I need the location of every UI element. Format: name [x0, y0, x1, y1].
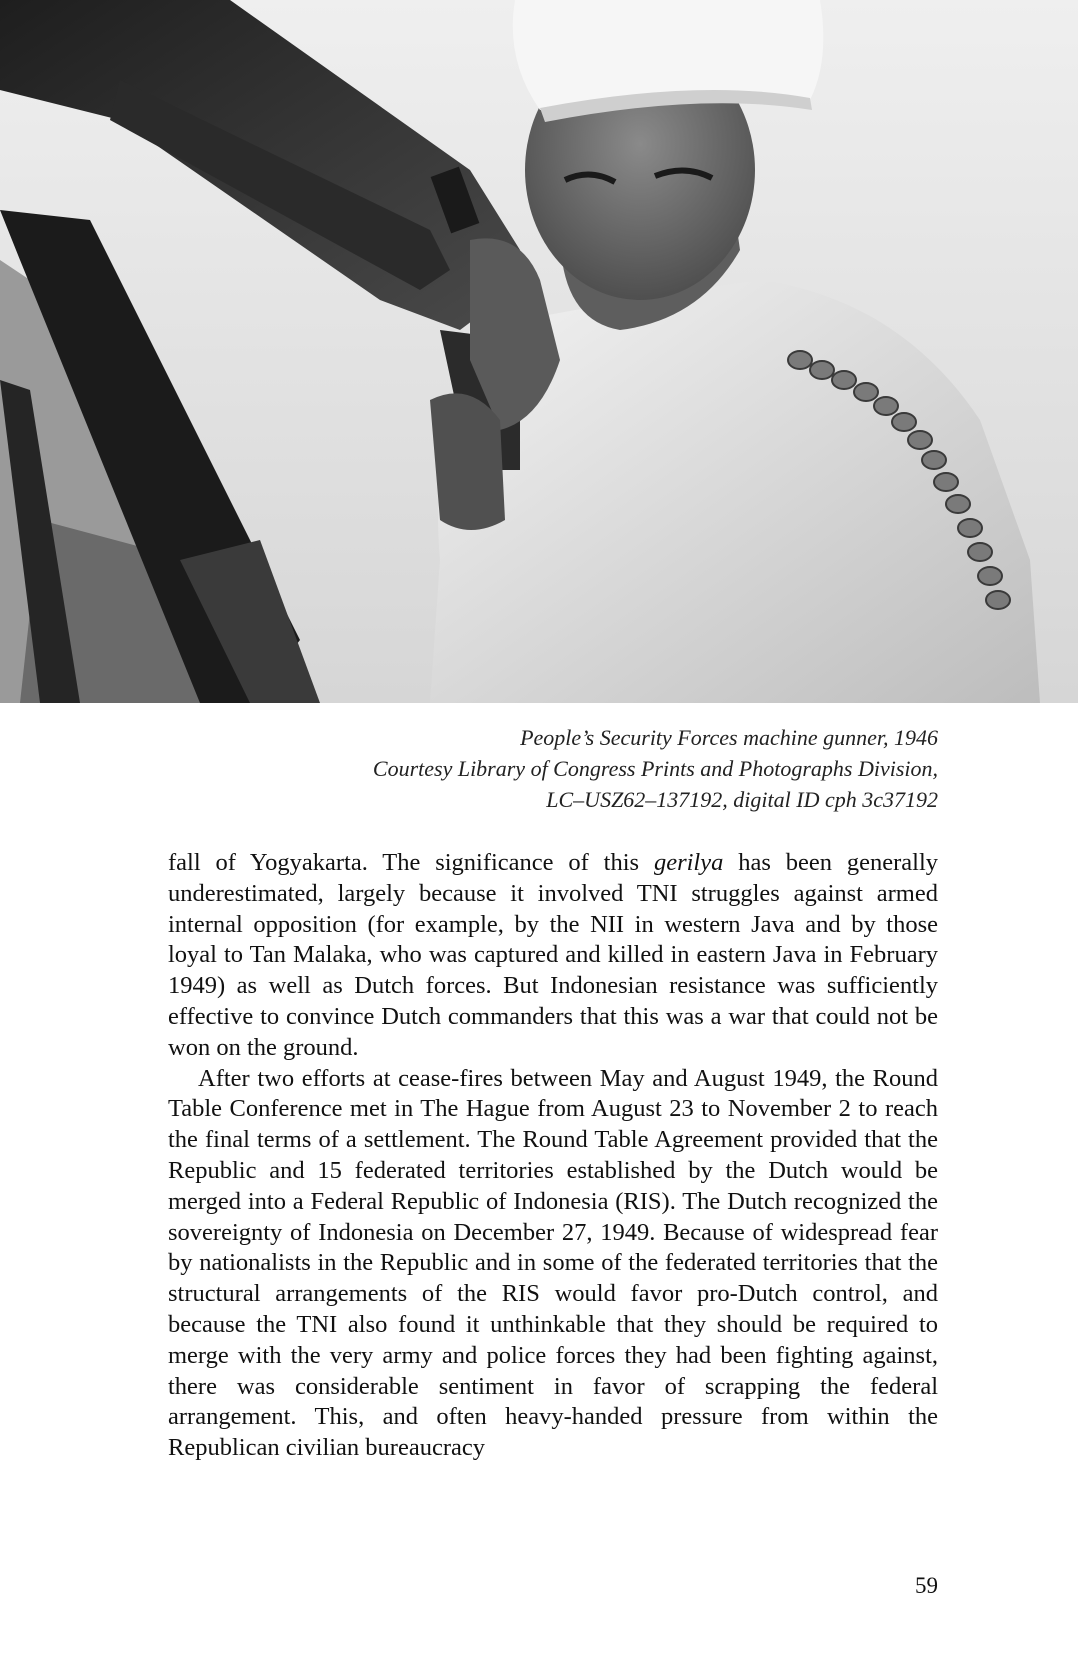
photo-illustration — [0, 0, 1078, 703]
paragraph-1 — [168, 848, 938, 1064]
caption-line-3: LC–USZ62–137192, digital ID cph 3c37192 — [546, 787, 938, 812]
paragraph-1-emphasis: gerilya — [653, 849, 724, 876]
photograph-machine-gunner — [0, 0, 1078, 703]
caption-line-2: Courtesy Library of Congress Prints and Photographs Division, — [372, 756, 938, 781]
body-text — [168, 848, 938, 1464]
photo-caption — [178, 722, 938, 815]
paragraph-2: After two efforts at cease-fires between May and August 1949, the Round Table Conference met in The Hague from August 23 to November 2 to reach the final terms of a settlement. The Round Table Agreement provided that the Republic and 15 federated territories established by the Dutch would be merged into a Federal Republic of Indonesia (RIS). The Dutch recognized the sovereignty of Indonesia on December 27, 1949. Because of widespread fear by nationalists in the Republic and in some of the federated territories that the structural arrangements of the RIS would favor pro-Dutch control, and because the TNI also found it unthinkable that they should be required to merge with the very army and police forces they had been fighting against, there was considerable sentiment in favor of scrapping the federal arrangement. This, and often heavy-handed pressure from within the Republican civilian bureaucracy — [168, 1064, 938, 1462]
paragraph-1-end: has been generally underestimated, largely because it involved TNI struggles against armed internal opposition (for example, by the NII in western Java and by those loyal to Tan Malaka, who was captured and killed in eastern Java in February 1949) as well as Dutch forces. But Indonesian resistance was sufficiently effective to convince Dutch commanders that this was a war that could not be won on the ground. — [168, 849, 938, 1061]
caption-line-1: People’s Security Forces machine gunner, 1946 — [520, 725, 938, 750]
paragraph-1-start: fall of Yogyakarta. The significance of this — [168, 849, 654, 876]
page-number: 59 — [915, 1573, 938, 1598]
